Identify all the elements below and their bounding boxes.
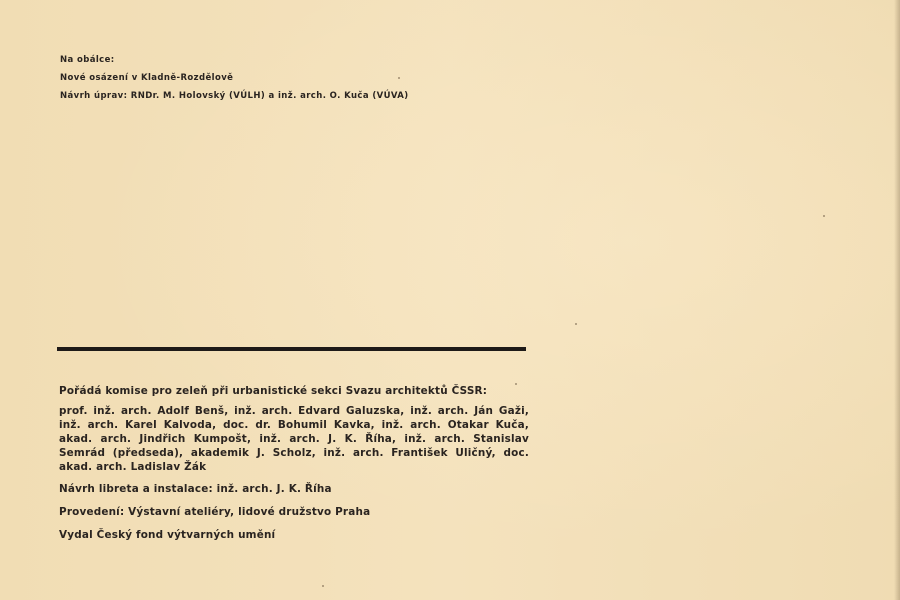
paper-speck xyxy=(823,215,825,217)
libretto-credit: Návrh libreta a instalace: inž. arch. J. K. Říha xyxy=(59,483,332,495)
paper-speck xyxy=(515,383,517,385)
paper-speck xyxy=(322,585,324,587)
paper-speck xyxy=(398,77,400,79)
horizontal-rule xyxy=(57,347,526,351)
publisher-credit: Vydal Český fond výtvarných umění xyxy=(59,529,276,541)
cover-caption xyxy=(60,51,409,105)
paper-speck xyxy=(575,323,577,325)
organizer-text: Pořádá komise pro zeleň při urbanistické sekci Svazu architektů ČSSR: xyxy=(59,385,488,397)
cover-caption-heading: Na obálce: xyxy=(60,55,115,65)
execution-credit: Provedení: Výstavní ateliéry, lidové družstvo Praha xyxy=(59,506,371,518)
credits-block xyxy=(59,384,529,551)
page-edge-shadow xyxy=(894,0,900,600)
cover-caption-design: Návrh úprav: RNDr. M. Holovský (VÚLH) a inž. arch. O. Kuča (VÚVA) xyxy=(60,91,409,101)
committee-members: prof. inž. arch. Adolf Benš, inž. arch. Edvard Galuzska, inž. arch. Ján Gaži, inž. arch. Karel Kalvoda, doc. dr. Bohumil Kavka, inž. arch. Otakar Kuča, akad. arch. Jindřich Kumpošt, inž. arch. J. K. Říha, inž. arch. Stanislav Semrád (předseda), akademik J. Scholz, inž. arch. František Uličný, doc. akad. arch. Ladislav Žák xyxy=(59,405,529,473)
cover-caption-location: Nové osázení v Kladně-Rozdělově xyxy=(60,73,234,83)
